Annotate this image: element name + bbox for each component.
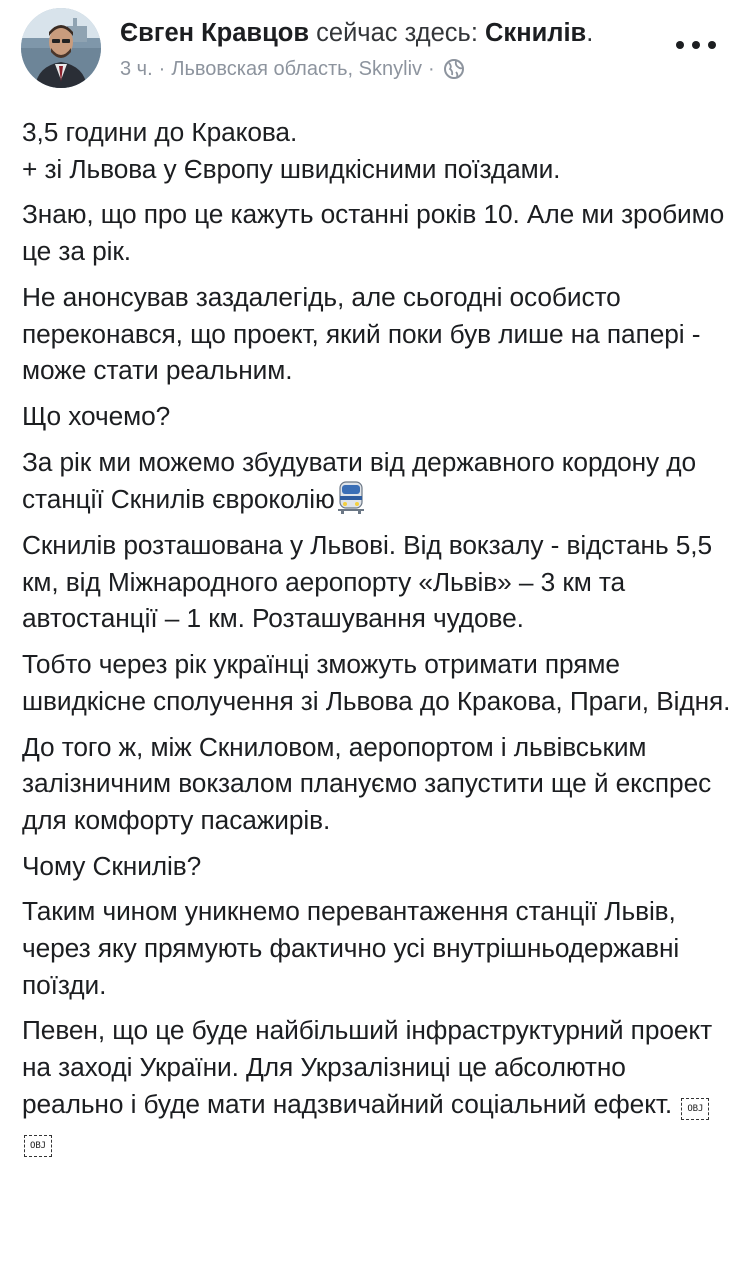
unrendered-emoji-placeholder: OBJ bbox=[24, 1135, 52, 1157]
post-paragraph bbox=[22, 114, 732, 187]
post-line: Не анонсував заздалегідь, але сьогодні особисто переконався, що проект, який поки був лише на папері - може стати реальним. bbox=[22, 281, 701, 386]
post-paragraph bbox=[22, 279, 732, 389]
high-speed-train-icon bbox=[337, 480, 365, 514]
unrendered-emoji-placeholder: OBJ bbox=[681, 1098, 709, 1120]
post-line: Знаю, що про це кажуть останні років 10. Але ми зробимо це за рік. bbox=[22, 199, 725, 267]
checkin-status-text: сейчас здесь: bbox=[309, 19, 486, 47]
post-line: За рік ми можемо збудувати від державного кордону до станції Скнилів євроколію bbox=[22, 446, 697, 515]
post-line: Певен, що це буде найбільший інфраструктурний проект на заході України. Для Укрзалізниці це абсолютно реально і буде мати надзвичайний соціальний ефект. bbox=[22, 1015, 713, 1119]
author-name[interactable]: Євген Кравцов bbox=[120, 19, 310, 47]
post-title-line bbox=[120, 18, 593, 48]
post-line: 3,5 години до Кракова. bbox=[22, 117, 298, 147]
more-options-icon bbox=[676, 41, 684, 49]
post-paragraph bbox=[22, 646, 732, 719]
post-paragraph bbox=[22, 196, 732, 269]
post-line: + зі Львова у Європу швидкісними поїздами. bbox=[22, 153, 561, 184]
post-paragraph bbox=[22, 729, 732, 839]
post-paragraph bbox=[22, 1012, 732, 1159]
post-line: Таким чином уникнемо перевантаження станції Львів, через яку прямують фактично усі внутрішньодержавні поїзди. bbox=[22, 896, 680, 1000]
post-line: До того ж, між Скниловом, аеропортом і львівським залізничним вокзалом плануємо запустити ще й експрес для комфорту пасажирів. bbox=[22, 731, 712, 835]
more-options-button[interactable] bbox=[676, 30, 716, 60]
post-text bbox=[22, 114, 732, 1168]
post-paragraph bbox=[22, 527, 732, 637]
post-meta bbox=[120, 56, 465, 82]
place-name[interactable]: Скнилів bbox=[485, 19, 587, 47]
title-suffix: . bbox=[586, 19, 594, 47]
meta-separator: · bbox=[428, 58, 435, 80]
post-paragraph bbox=[22, 893, 732, 1003]
post-paragraph bbox=[22, 398, 732, 435]
post-paragraph bbox=[22, 444, 732, 518]
more-options-dot bbox=[708, 41, 716, 49]
post-line: Чому Скнилів? bbox=[22, 850, 202, 881]
meta-separator: · bbox=[158, 58, 166, 80]
profile-photo bbox=[21, 8, 101, 88]
more-options-dot bbox=[692, 41, 700, 49]
avatar[interactable] bbox=[21, 8, 101, 88]
post-timestamp[interactable]: 3 ч. bbox=[120, 58, 153, 80]
location-link[interactable]: Львовская область, Sknyliv bbox=[171, 58, 423, 80]
post-paragraph bbox=[22, 848, 732, 885]
post-line: Скнилів розташована у Львові. Від вокзалу - відстань 5,5 км, від Міжнародного аеропорту «Львів» – 3 км та автостанції – 1 км. Розташування чудове. bbox=[22, 530, 713, 634]
post-line: Що хочемо? bbox=[22, 400, 171, 431]
post-line: Тобто через рік українці зможуть отримати пряме швидкісне сполучення зі Львова до Кракова, Праги, Відня. bbox=[22, 649, 731, 716]
post-header bbox=[18, 6, 740, 88]
globe-icon bbox=[443, 58, 465, 80]
